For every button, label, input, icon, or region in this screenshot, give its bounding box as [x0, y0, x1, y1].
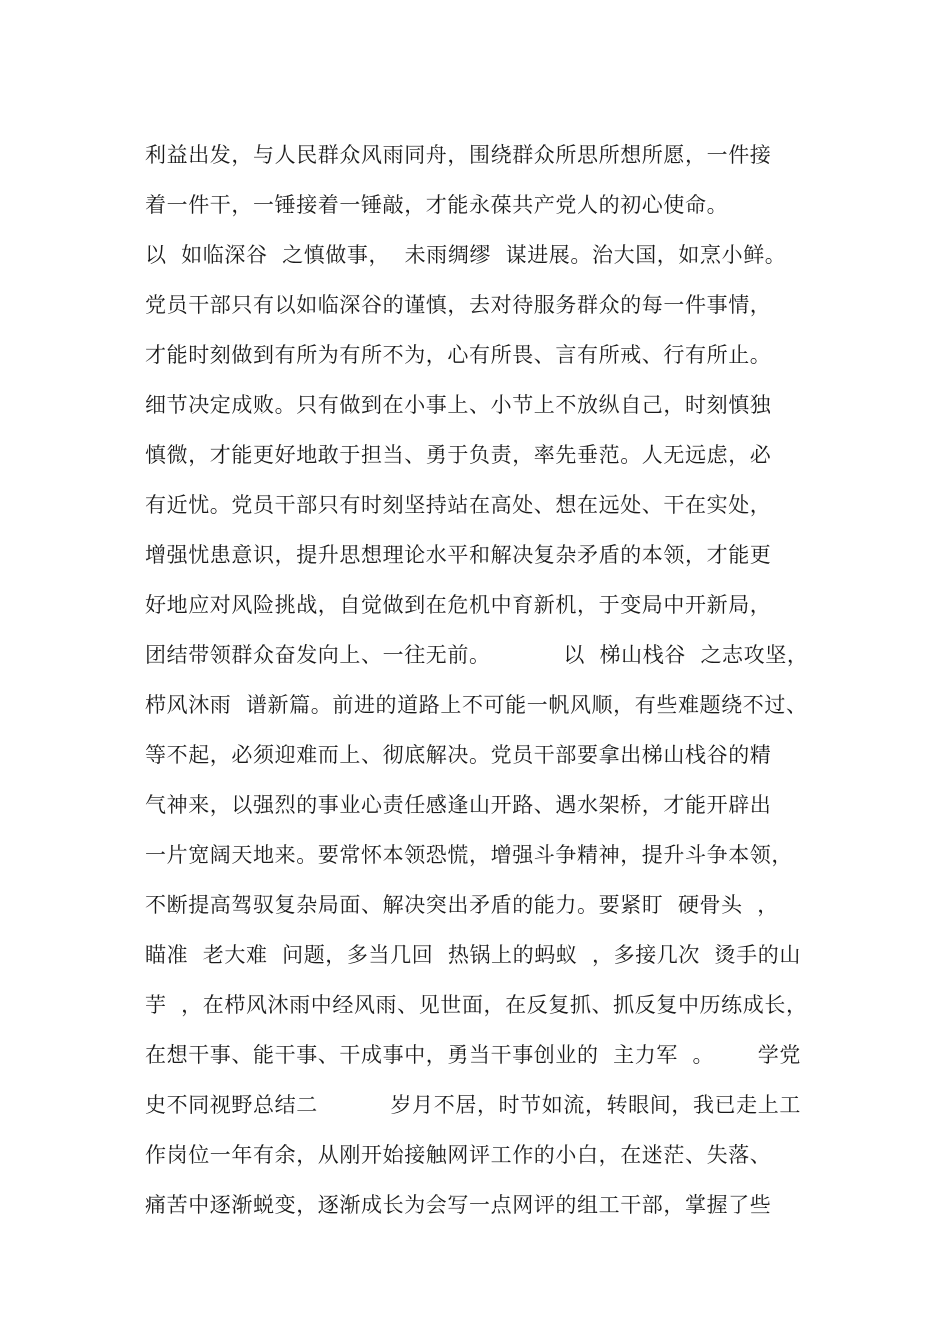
text-line: 增强忧患意识，提升思想理论水平和解决复杂矛盾的本领，才能更	[145, 543, 772, 567]
text-line: 不断提高驾驭复杂局面、解决突出矛盾的能力。要紧盯 硬骨头 ，	[145, 893, 779, 917]
text-line: 着一件干，一锤接着一锤敲，才能永葆共产党人的初心使命。	[145, 193, 729, 217]
text-line: 芋 ，在栉风沐雨中经风雨、见世面，在反复抓、抓反复中历练成长，	[145, 993, 808, 1017]
text-line: 作岗位一年有余，从刚开始接触网评工作的小白，在迷茫、失落、	[145, 1143, 772, 1167]
text-line: 慎微，才能更好地敢于担当、勇于负责，率先垂范。人无远虑，必	[145, 443, 772, 467]
text-line: 有近忧。党员干部只有时刻坚持站在高处、想在远处、干在实处，	[145, 493, 772, 517]
text-line: 在想干事、能干事、干成事中，勇当干事创业的 主力军 。 学党	[145, 1043, 801, 1067]
text-line: 栉风沐雨 谱新篇。前进的道路上不可能一帆风顺，有些难题绕不过、	[145, 693, 808, 717]
body-text	[145, 130, 835, 1230]
text-line: 史不同视野总结二 岁月不居，时节如流，转眼间，我已走上工	[145, 1093, 801, 1117]
text-line: 党员干部只有以如临深谷的谨慎，去对待服务群众的每一件事情，	[145, 293, 772, 317]
text-line: 痛苦中逐渐蜕变，逐渐成长为会写一点网评的组工干部，掌握了些	[145, 1193, 772, 1217]
text-line: 细节决定成败。只有做到在小事上、小节上不放纵自己，时刻慎独	[145, 393, 772, 417]
text-line: 利益出发，与人民群众风雨同舟，围绕群众所思所想所愿，一件接	[145, 143, 772, 167]
text-line: 气神来，以强烈的事业心责任感逢山开路、遇水架桥，才能开辟出	[145, 793, 772, 817]
text-line: 团结带领群众奋发向上、一往无前。 以 梯山栈谷 之志攻坚，	[145, 643, 809, 667]
text-line: 一片宽阔天地来。要常怀本领恐慌，增强斗争精神，提升斗争本领，	[145, 843, 793, 867]
text-line: 瞄准 老大难 问题，多当几回 热锅上的蚂蚁 ，多接几次 烫手的山	[145, 943, 801, 967]
text-line: 好地应对风险挑战，自觉做到在危机中育新机，于变局中开新局，	[145, 593, 772, 617]
text-line: 等不起，必须迎难而上、彻底解决。党员干部要拿出梯山栈谷的精	[145, 743, 772, 767]
text-line: 以 如临深谷 之慎做事， 未雨绸缪 谋进展。治大国，如烹小鲜。	[145, 243, 787, 267]
text-line: 才能时刻做到有所为有所不为，心有所畏、言有所戒、行有所止。	[145, 343, 772, 367]
